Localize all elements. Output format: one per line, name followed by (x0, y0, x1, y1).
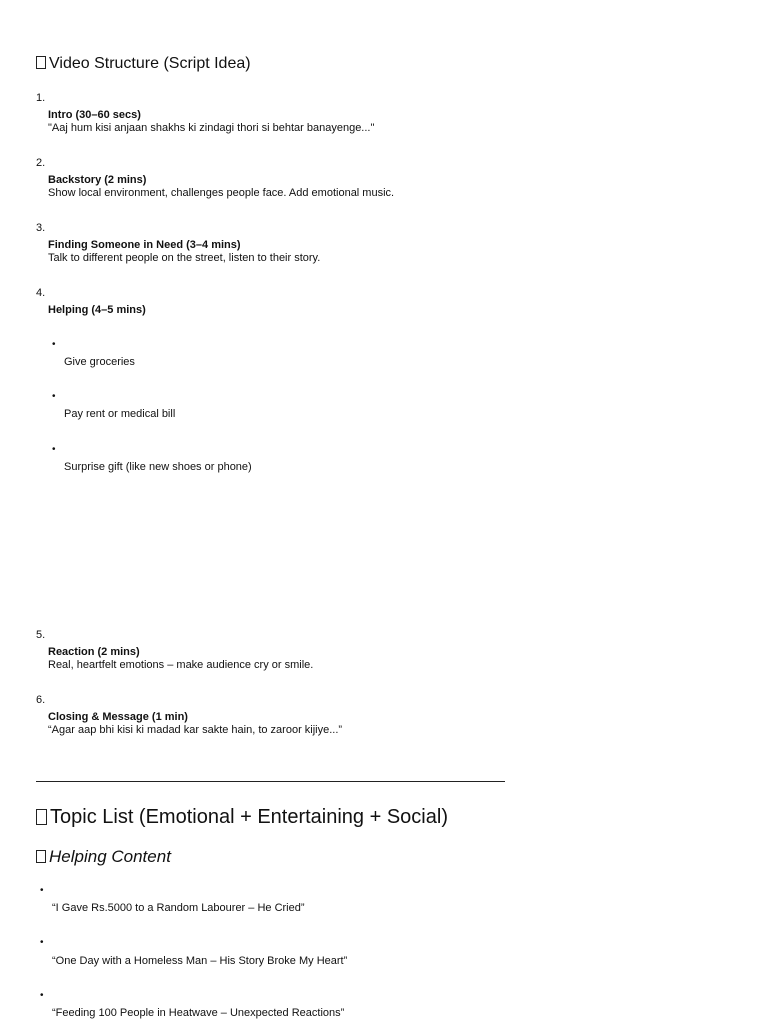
missing-glyph-icon (36, 56, 46, 69)
step-title: Reaction (2 mins) (48, 646, 140, 658)
topic-item: “Feeding 100 People in Heatwave – Unexpected Reactions” (52, 1007, 345, 1019)
list-item: Pay rent or medical bill (64, 408, 176, 420)
heading-text: Video Structure (Script Idea) (49, 55, 251, 72)
section-heading-video-structure (36, 55, 251, 73)
step-description: Real, heartfelt emotions – make audience cry or smile. (48, 659, 314, 671)
step-title: Helping (4–5 mins) (48, 304, 146, 316)
subheading-helping-content (36, 847, 171, 867)
step-title: Backstory (2 mins) (48, 174, 147, 186)
step-title: Closing & Message (1 min) (48, 711, 188, 723)
step-description: “Agar aap bhi kisi ki madad kar sakte hain, to zaroor kijiye...” (48, 724, 343, 736)
bullet-icon: • (40, 885, 44, 896)
step-number: 2. (36, 157, 46, 169)
bullet-icon: • (52, 339, 56, 350)
bullet-icon: • (52, 391, 56, 402)
bullet-icon: • (52, 444, 56, 455)
section-heading-topic-list (36, 806, 448, 829)
step-description: Show local environment, challenges people face. Add emotional music. (48, 187, 395, 199)
heading-text: Topic List (Emotional + Entertaining + Social) (50, 806, 448, 828)
step-number: 1. (36, 92, 46, 104)
list-item: Surprise gift (like new shoes or phone) (64, 461, 252, 473)
step-number: 6. (36, 694, 46, 706)
list-item: Give groceries (64, 356, 135, 368)
step-description: "Aaj hum kisi anjaan shakhs ki zindagi thori si behtar banayenge..." (48, 122, 375, 134)
step-number: 5. (36, 629, 46, 641)
step-title: Finding Someone in Need (3–4 mins) (48, 239, 241, 251)
step-title: Intro (30–60 secs) (48, 109, 141, 121)
step-number: 4. (36, 287, 46, 299)
missing-glyph-icon (36, 850, 46, 863)
missing-glyph-icon (36, 809, 47, 825)
horizontal-divider (36, 781, 505, 782)
bullet-icon: • (40, 937, 44, 948)
topic-item: “I Gave Rs.5000 to a Random Labourer – He Cried” (52, 902, 305, 914)
subheading-text: Helping Content (49, 847, 171, 866)
step-number: 3. (36, 222, 46, 234)
bullet-icon: • (40, 990, 44, 1001)
step-description: Talk to different people on the street, listen to their story. (48, 252, 321, 264)
topic-item: “One Day with a Homeless Man – His Story Broke My Heart” (52, 955, 348, 967)
